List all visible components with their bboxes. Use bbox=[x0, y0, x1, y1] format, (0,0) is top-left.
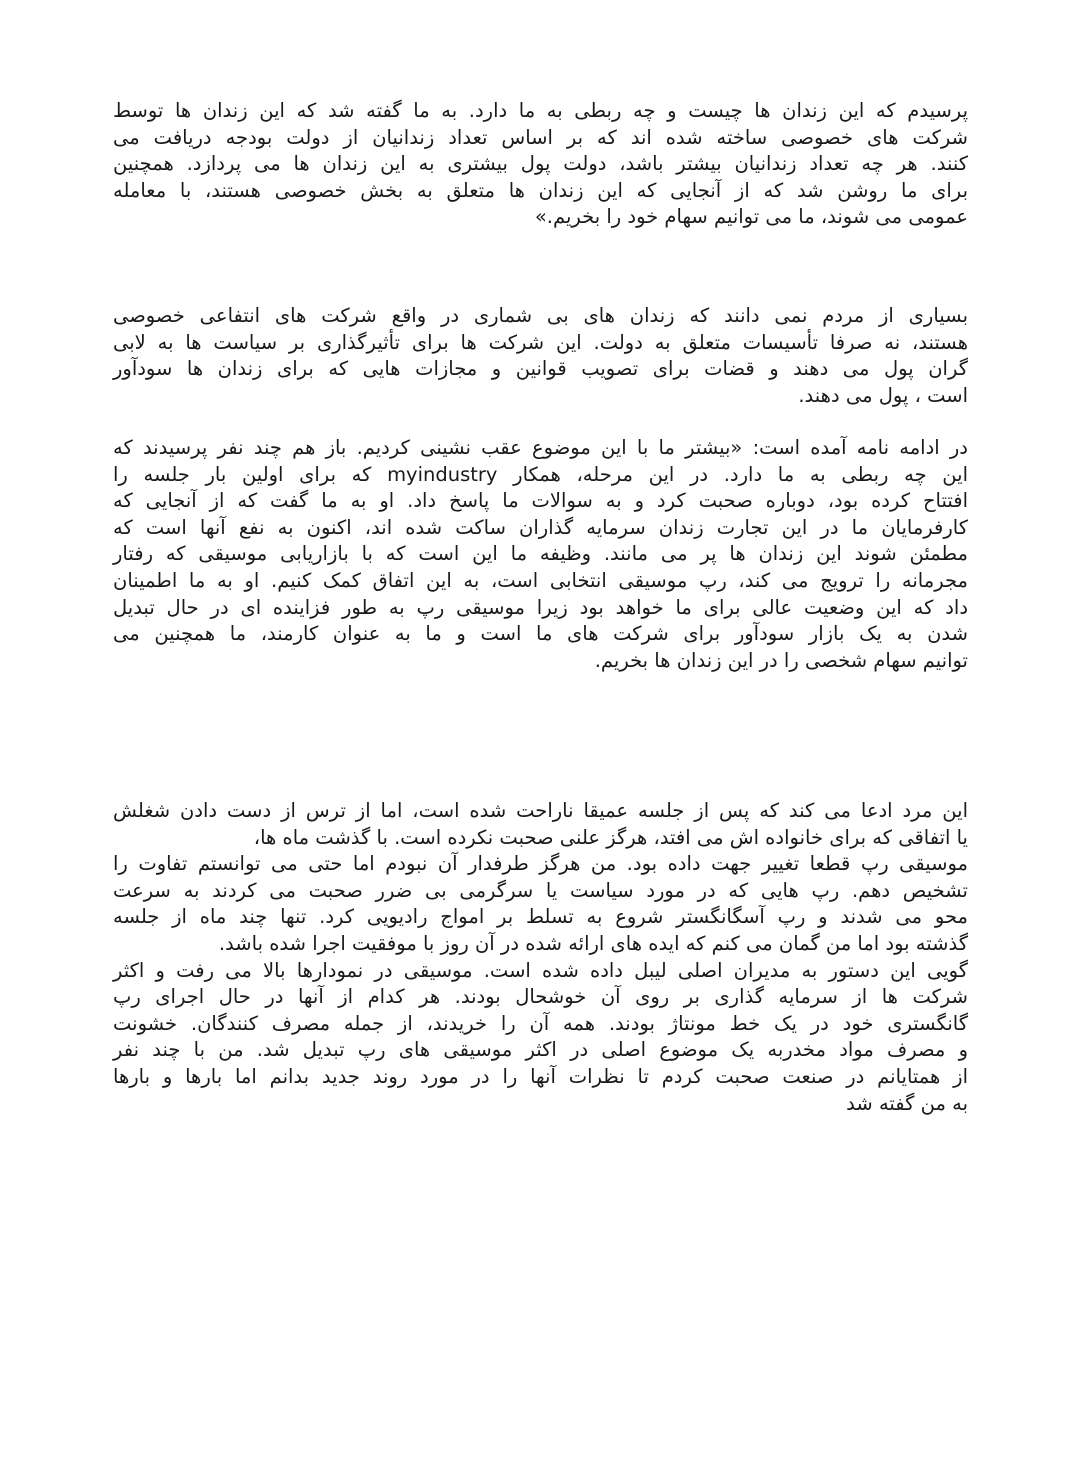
text-line: گذشته بود اما من گمان می کنم که ایده های ارائه شده در آن روز با موفقیت اجرا شده باشد. bbox=[218, 931, 968, 955]
text-line: محو می شدند و رپ آسگانگستر شروع به تسلط بر امواج رادیویی کرد. تنها چند ماه از جلسه bbox=[113, 905, 968, 929]
text-line: از همتایانم در صنعت صحبت کردم تا نظرات آنها را در مورد روند جدید بدانم اما بارها و بارها bbox=[113, 1064, 968, 1088]
text-line: تشخیص دهم. رپ هایی که در مورد سیاست یا سرگرمی بی ضرر صحبت می کردند به سرعت bbox=[113, 878, 968, 902]
text-line: عمومی می شوند، ما می توانیم سهام خود را بخریم.» bbox=[534, 205, 968, 229]
paragraph-letter-continues bbox=[113, 435, 968, 674]
paragraph-rap-shift bbox=[113, 798, 968, 1117]
text-line: شدن به یک بازار سودآور برای شرکت های ما است و ما به عنوان کارمند، ما همچنین می bbox=[113, 622, 968, 646]
text-line: شرکت های خصوصی ساخته شده اند که بر اساس تعداد زندانیان از دولت بودجه دریافت می bbox=[113, 125, 968, 149]
text-line: برای ما روشن شد که از آنجایی که این زندان ها متعلق به بخش خصوصی هستند، با معامله bbox=[113, 178, 968, 202]
text-line: کارفرمایان ما در این تجارت زندان سرمایه گذاران ساکت شده اند، اکنون به نفع آنها است که bbox=[113, 515, 968, 539]
text-line: کنند. هر چه تعداد زندانیان بیشتر باشد، دولت پول بیشتری به این زندان ها می پردازد. همچنین bbox=[113, 152, 968, 176]
text-line: به من گفته شد bbox=[846, 1091, 968, 1115]
text-line: شرکت ها از سرمایه گذاری بر روی آن خوشحال بودند. هر کدام از آنها در حال اجرای رپ bbox=[113, 985, 968, 1009]
text-line: گران پول می دهند و قضات برای تصویب قوانین و مجازات هایی که برای زندان ها سودآور bbox=[113, 357, 968, 381]
text-line: یا اتفاقی که برای خانواده اش می افتد، هرگز علنی صحبت نکرده است. با گذشت ماه ها، bbox=[253, 825, 968, 849]
text-line: این چه ربطی به ما دارد. در این مرحله، همکار myindustry که برای اولین بار جلسه را bbox=[113, 462, 968, 486]
text-line: گانگستری خود در یک خط مونتاژ بودند. همه آن را خریدند، از جمله مصرف کنندگان. خشونت bbox=[113, 1011, 968, 1035]
paragraph-prison-funding bbox=[113, 98, 968, 231]
text-line: پرسیدم که این زندان ها چیست و چه ربطی به ما دارد. به ما گفته شد که این زندان ها توسط bbox=[113, 99, 968, 122]
paragraph-private-prisons bbox=[113, 303, 968, 409]
text-line: و مصرف مواد مخدربه یک موضوع اصلی در اکثر موسیقی های رپ تبدیل شد. من با چند نفر bbox=[113, 1038, 968, 1062]
text-line: افتتاح کرده بود، دوباره صحبت کرد و به سوالات ما پاسخ داد. او به ما گفت که از آنجایی که bbox=[113, 489, 968, 513]
text-line: است ، پول می دهند. bbox=[798, 383, 968, 407]
text-line: مجرمانه را ترویج می کند، رپ موسیقی انتخابی است، به این اتفاق کمک کنیم. او به ما اطمینان bbox=[113, 568, 968, 592]
text-line: مطمئن شوند این زندان ها پر می مانند. وظیفه ما این است که با بازاریابی موسیقی که رفتار bbox=[113, 542, 968, 566]
text-line: هستند، نه صرفا تأسیسات متعلق به دولت. این شرکت ها برای تأثیرگذاری بر سیاست ها به لابی bbox=[113, 330, 968, 354]
text-line: این مرد ادعا می کند که پس از جلسه عمیقا ناراحت شده است، اما از ترس از دست دادن شغلش bbox=[113, 799, 968, 822]
text-line: گویی این دستور به مدیران اصلی لیبل داده شده است. موسیقی در نمودارها بالا می رفت و اکثر bbox=[113, 958, 968, 982]
text-line: بسیاری از مردم نمی دانند که زندان های بی شماری در واقع شرکت های انتفاعی خصوصی bbox=[113, 304, 968, 327]
text-line: در ادامه نامه آمده است: «بیشتر ما با این موضوع عقب نشینی کردیم. باز هم چند نفر پرسیدند که bbox=[113, 436, 968, 459]
text-line: توانیم سهام شخصی را در این زندان ها بخریم. bbox=[594, 648, 968, 672]
text-line: داد که این وضعیت عالی برای ما خواهد بود زیرا موسیقی رپ به طور فزاینده ای در حال تبدیل bbox=[113, 595, 968, 619]
text-line: موسیقی رپ قطعا تغییر جهت داده بود. من هرگز طرفدار آن نبودم اما حتی می توانستم تفاوت را bbox=[113, 852, 968, 876]
